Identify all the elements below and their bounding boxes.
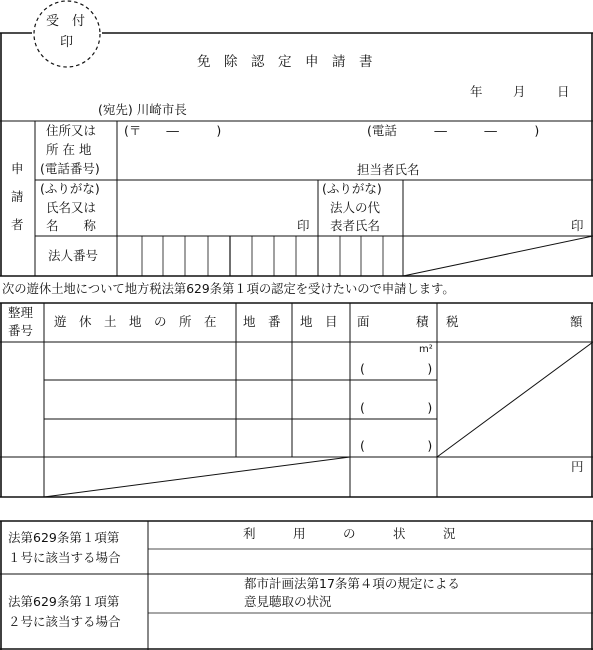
hearing-status-header-1: 都市計画法第17条第４項の規定による [244,576,460,591]
clause2-label-1: 法第629条第１項第 [8,594,120,609]
stamp-seal-label: 印 [60,35,74,50]
lot-number-header: 地 番 [243,314,281,329]
name-label-3: 名 称 [46,218,97,233]
area-header-right: 積 [416,314,429,329]
stamp-label: 受 付 [46,14,86,29]
page-title: 免 除 認 定 申 請 書 [197,54,373,70]
address-label-3: (電話番号) [40,161,100,176]
postal-code-field[interactable]: (〒 ― ) [124,123,222,138]
tax-amount-header-left: 税 [446,314,459,329]
applicant-side-char-2: 請 [11,189,24,204]
name-label-1: (ふりがな) [40,181,100,196]
clause1-label-1: 法第629条第１項第 [8,530,120,545]
applicant-side-char-1: 申 [11,161,24,176]
request-statement: 次の遊休土地について地方税法第629条第１項の認定を受けたいので申請します。 [2,282,455,296]
representative-label-2: 法人の代 [330,200,381,215]
tax-amount-header-right: 額 [570,314,583,329]
date-month-label: 月 [513,84,526,99]
date-day-label: 日 [557,84,570,99]
phone-field[interactable]: (電話 ― ― ) [367,123,540,138]
date-year-label: 年 [470,84,483,99]
land-category-header: 地 目 [300,314,338,329]
corporate-number-label: 法人番号 [48,248,99,263]
location-header: 遊 休 土 地 の 所 在 [54,314,217,329]
yen-unit-label: 円 [571,459,584,474]
address-label-1: 住所又は [46,123,97,138]
area-paren-row-2: ( ) [360,400,433,415]
area-header-left: 面 [357,314,370,329]
area-unit-label: m² [419,344,433,355]
stamp-circle [34,1,100,67]
clause2-label-2: ２号に該当する場合 [8,614,121,629]
seal-mark-applicant: 印 [297,218,310,233]
representative-label-1: (ふりがな) [322,181,382,196]
serial-number-header-2: 番号 [8,323,34,338]
area-paren-row-3: ( ) [360,438,433,453]
addressee: (宛先) 川崎市長 [98,102,187,117]
serial-number-header-1: 整理 [8,305,34,320]
applicant-side-char-3: 者 [11,217,24,232]
hearing-status-header-2: 意見聴取の状況 [244,594,332,609]
person-in-charge-label: 担当者氏名 [357,162,420,177]
seal-mark-representative: 印 [571,218,584,233]
name-label-2: 氏名又は [46,200,97,215]
clause1-label-2: １号に該当する場合 [8,550,121,565]
representative-label-3: 表者氏名 [330,218,381,233]
address-label-2: 所 在 地 [46,142,92,157]
usage-status-header: 利 用 の 状 況 [243,526,456,541]
area-paren-row-1: ( ) [360,361,433,376]
